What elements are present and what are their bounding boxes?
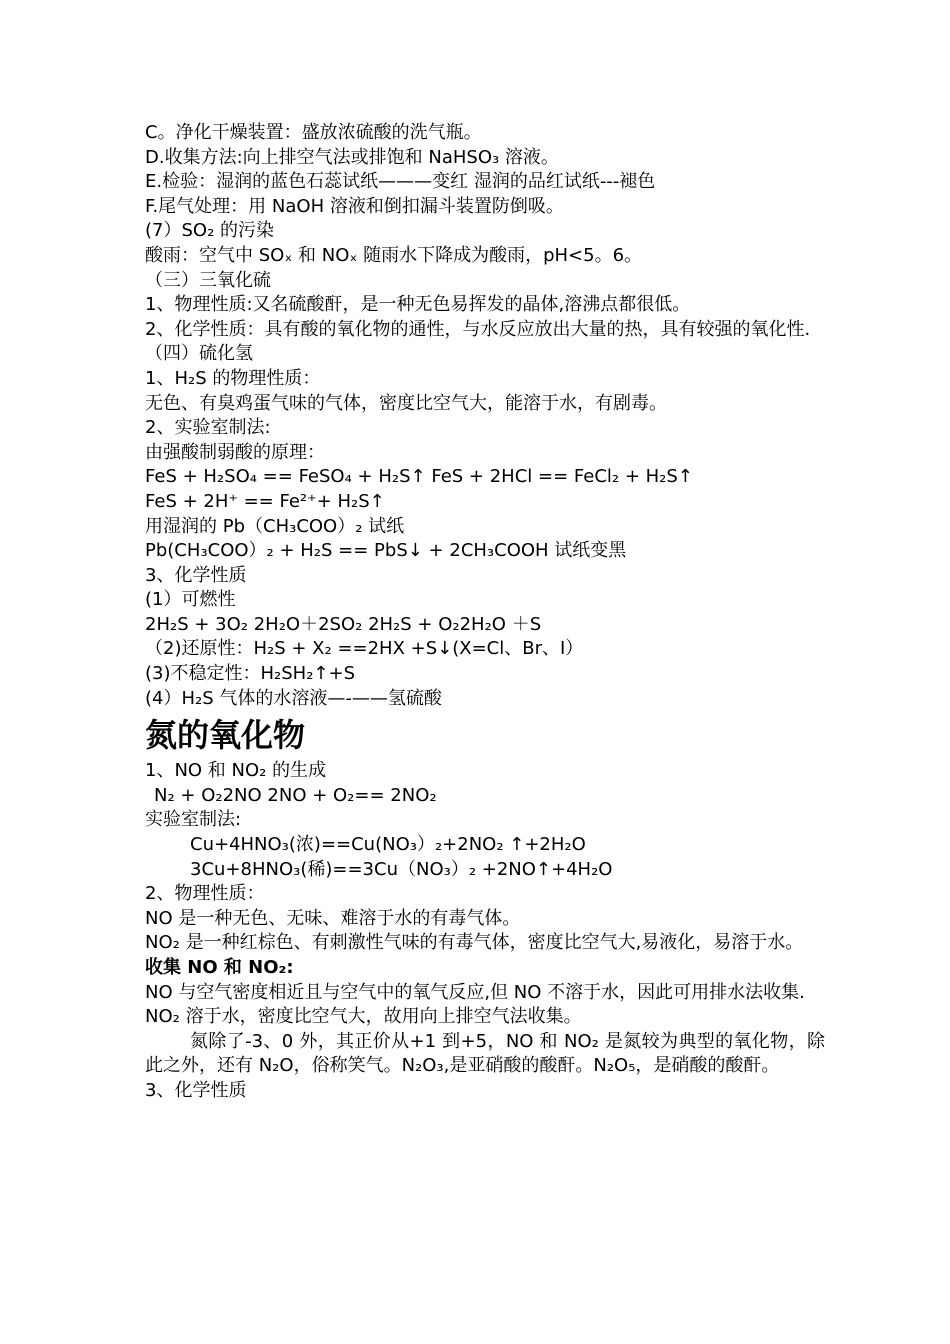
- text-line: (4）H₂S 气体的水溶液—-——氢硫酸: [145, 687, 442, 709]
- text-line: 2、实验室制法:: [145, 417, 271, 439]
- subheading: 收集 NO 和 NO₂:: [145, 957, 294, 978]
- text-paragraph: 2、化学性质：具有酸的氧化物的通性，与水反应放出大量的热，具有较强的氧化性.: [145, 318, 811, 340]
- text-line: 无色、有臭鸡蛋气味的气体，密度比空气大，能溶于水，有剧毒。: [145, 392, 667, 414]
- equation-line: （2)还原性：H₂S + X₂ ==2HX +S↓(X=Cl、Br、I）: [145, 638, 584, 660]
- text-line: NO 是一种无色、无味、难溶于水的有毒气体。: [145, 907, 521, 929]
- section-heading: （三）三氧化硫: [145, 269, 271, 291]
- text-line: 1、NO 和 NO₂ 的生成: [145, 760, 327, 782]
- text-line: D.收集方法:向上排空气法或排饱和 NaHSO₃ 溶液。: [145, 146, 559, 168]
- section-heading: （四）硫化氢: [145, 343, 253, 365]
- text-paragraph: NO 与空气密度相近且与空气中的氧气反应,但 NO 不溶于水，因此可用排水法收集.: [145, 981, 805, 1003]
- equation-line: (3)不稳定性：H₂SH₂↑+S: [145, 663, 356, 685]
- text-line: 3、化学性质: [145, 564, 247, 586]
- text-line: 1、物理性质:又名硫酸酐，是一种无色易挥发的晶体,溶沸点都很低。: [145, 294, 691, 316]
- text-line: 酸雨：空气中 SOₓ 和 NOₓ 随雨水下降成为酸雨，pH<5。6。: [145, 244, 643, 266]
- equation-line: 2H₂S + 3O₂ 2H₂O＋2SO₂ 2H₂S + O₂2H₂O ＋S: [145, 613, 542, 635]
- text-line: E.检验：湿润的蓝色石蕊试纸———变红 湿润的品红试纸---褪色: [145, 171, 656, 193]
- text-line: (7）SO₂ 的污染: [145, 220, 275, 242]
- text-line: 由强酸制弱酸的原理：: [145, 441, 325, 463]
- equation-line: N₂ + O₂2NO 2NO + O₂== 2NO₂: [154, 784, 437, 806]
- text-line: 1、H₂S 的物理性质：: [145, 367, 321, 389]
- text-line: 3、化学性质: [145, 1079, 247, 1101]
- text-line: NO₂ 溶于水，密度比空气大，故用向上排空气法收集。: [145, 1006, 582, 1028]
- equation-line: Cu+4HNO₃(浓)==Cu(NO₃）₂+2NO₂ ↑+2H₂O: [190, 834, 586, 856]
- equation-line: 3Cu+8HNO₃(稀)==3Cu（NO₃）₂ +2NO↑+4H₂O: [190, 858, 613, 880]
- equation-line: FeS + 2H⁺ == Fe²⁺+ H₂S↑: [145, 490, 385, 512]
- text-line: 实验室制法:: [145, 809, 242, 831]
- equation-line: FeS + H₂SO₄ == FeSO₄ + H₂S↑ FeS + 2HCl == FeCl₂ + H₂S↑: [145, 466, 693, 488]
- page-title: 氮的氧化物: [145, 716, 306, 755]
- equation-line: Pb(CH₃COO）₂ + H₂S == PbS↓ + 2CH₃COOH 试纸变黑: [145, 540, 627, 562]
- text-line: 用湿润的 Pb（CH₃COO）₂ 试纸: [145, 515, 405, 537]
- text-line: 2、物理性质：: [145, 883, 265, 905]
- text-paragraph: 氮除了-3、0 外，其正价从+1 到+5，NO 和 NO₂ 是氮较为典型的氧化物，除此之外，还有 N₂O，俗称笑气。N₂O₃,是亚硝酸的酸酐。N₂O₅，是硝酸的酸酐。: [145, 1030, 825, 1077]
- text-line: C。净化干燥装置：盛放浓硫酸的洗气瓶。: [145, 122, 482, 143]
- text-line: (1）可燃性: [145, 589, 236, 611]
- document-body: [145, 121, 825, 1104]
- text-paragraph: NO₂ 是一种红棕色、有刺激性气味的有毒气体，密度比空气大,易液化，易溶于水。: [145, 932, 804, 954]
- text-line: F.尾气处理：用 NaOH 溶液和倒扣漏斗装置防倒吸。: [145, 195, 564, 217]
